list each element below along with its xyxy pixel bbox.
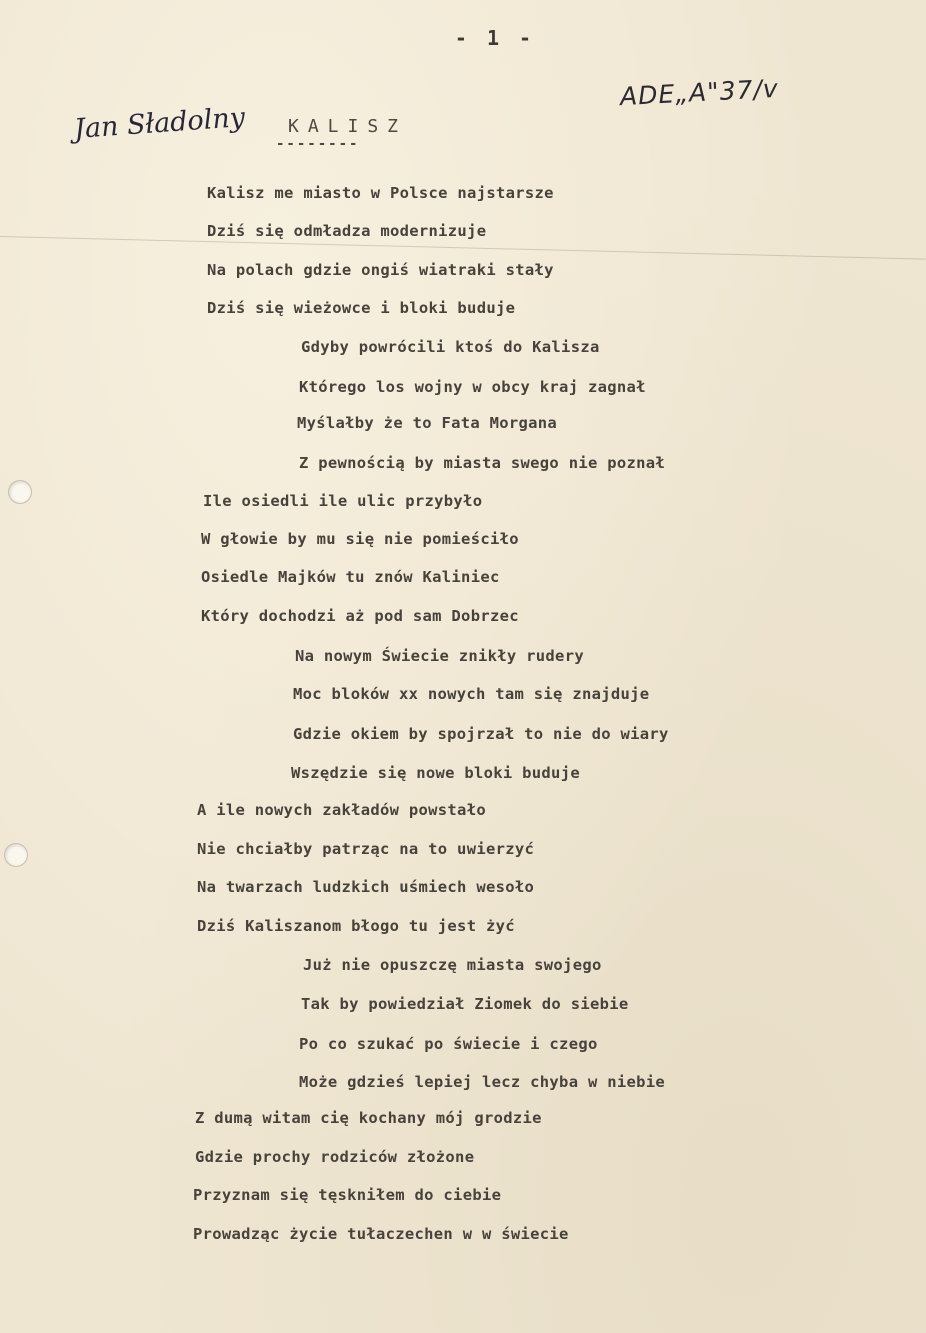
poem-line: Może gdzieś lepiej lecz chyba w niebie — [299, 1073, 666, 1091]
poem-line: Dziś się odmładza modernizuje — [207, 222, 487, 240]
author-signature: Jan Sładolny — [73, 102, 246, 145]
poem-line: Z dumą witam cię kochany mój grodzie — [195, 1109, 542, 1127]
poem-line: Gdzie okiem by spojrzał to nie do wiary — [293, 725, 669, 743]
poem-line: Dziś Kaliszanom błogo tu jest żyć — [197, 917, 515, 935]
poem-line: Tak by powiedział Ziomek do siebie — [301, 995, 629, 1013]
poem-line: Kalisz me miasto w Polsce najstarsze — [207, 184, 554, 202]
poem-line: Myślałby że to Fata Morgana — [297, 414, 558, 432]
page-number: - 1 - — [454, 26, 536, 50]
poem-line: Już nie opuszczę miasta swojego — [303, 956, 602, 974]
poem-line: Gdzie prochy rodziców złożone — [195, 1148, 475, 1166]
poem-line: Gdyby powrócili ktoś do Kalisza — [301, 338, 600, 356]
poem-line: Na polach gdzie ongiś wiatraki stały — [207, 261, 554, 279]
poem-line: Na twarzach ludzkich uśmiech wesoło — [197, 878, 535, 896]
poem-line: Nie chciałby patrząc na to uwierzyć — [197, 840, 535, 858]
poem-line: Dziś się wieżowce i bloki buduje — [207, 299, 516, 317]
poem-line: Prowadząc życie tułaczechen w w świecie — [193, 1225, 569, 1243]
punch-hole-top — [8, 480, 32, 504]
poem-line: Ile osiedli ile ulic przybyło — [203, 492, 483, 510]
poem-line: Którego los wojny w obcy kraj zagnał — [299, 378, 646, 396]
title-underline: -------- — [276, 136, 360, 152]
poem-line: Po co szukać po świecie i czego — [299, 1035, 598, 1053]
poem-line: A ile nowych zakładów powstało — [197, 801, 486, 819]
poem-line: Przyznam się tęskniłem do ciebie — [193, 1186, 502, 1204]
poem-title: KALISZ — [288, 116, 408, 137]
poem-line: Moc bloków xx nowych tam się znajduje — [293, 685, 650, 703]
poem-line: Z pewnością by miasta swego nie poznał — [299, 454, 666, 472]
archive-reference: ADE„A"37/v — [619, 73, 780, 112]
poem-line: Osiedle Majków tu znów Kaliniec — [201, 568, 500, 586]
punch-hole-bottom — [4, 843, 28, 867]
poem-line: Który dochodzi aż pod sam Dobrzec — [201, 607, 519, 625]
poem-line: W głowie by mu się nie pomieściło — [201, 530, 519, 548]
poem-line: Wszędzie się nowe bloki buduje — [291, 764, 580, 782]
poem-line: Na nowym Świecie znikły rudery — [295, 647, 584, 665]
